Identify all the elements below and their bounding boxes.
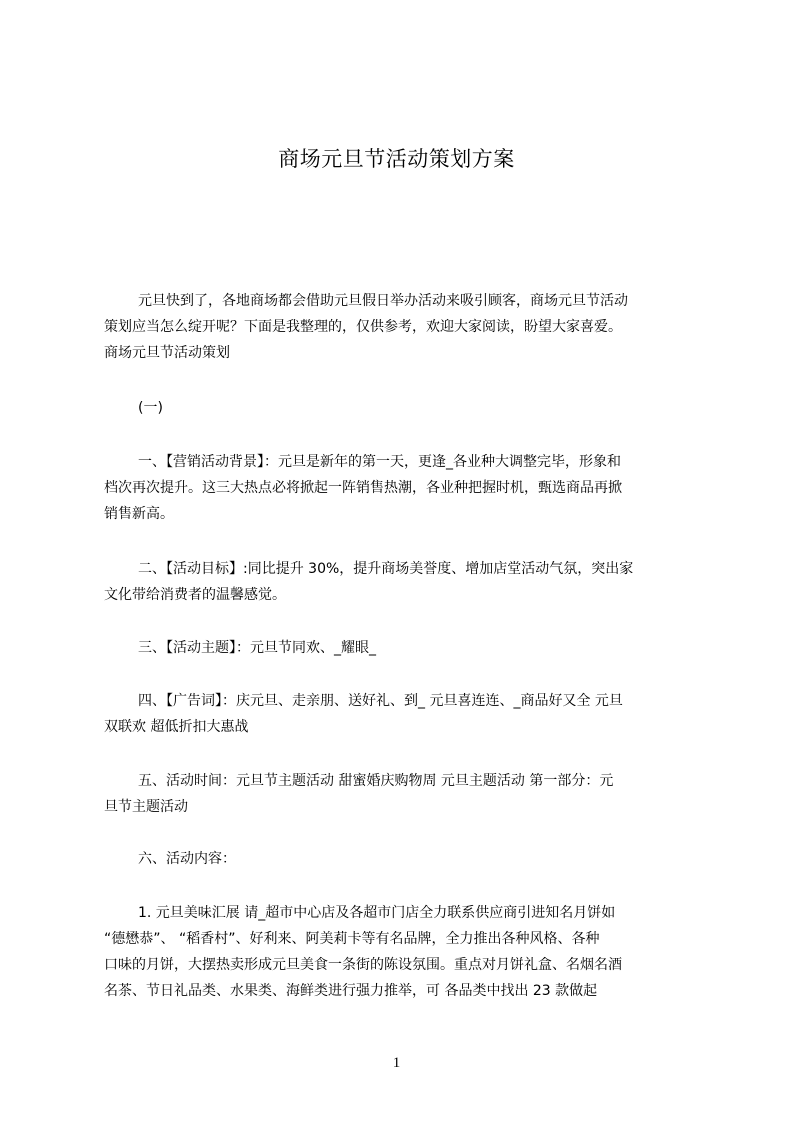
- text-line: 商场元旦节活动策划: [104, 345, 230, 361]
- paragraph-content-heading: [104, 846, 700, 872]
- text-line: 1. 元旦美味汇展 请_超市中心店及各超市门店全力联系供应商引进知名月饼如: [138, 905, 616, 921]
- text-line: 策划应当怎么绽开呢？下面是我整理的，仅供参考，欢迎大家阅读，盼望大家喜爱。: [104, 319, 622, 335]
- paragraph-content-item-1: [104, 900, 700, 1004]
- paragraph-section-marker: [104, 395, 700, 421]
- page-number: 1: [392, 1055, 401, 1071]
- text-line: “德懋恭”、 “稻香村”、好利来、阿美莉卡等有名品牌，全力推出各种风格、各种: [104, 931, 600, 947]
- text-line: 销售新高。: [104, 506, 174, 522]
- text-line: 元旦快到了，各地商场都会借助元旦假日举办活动来吸引顾客，商场元旦节活动: [138, 293, 628, 309]
- text-line: 二、【活动目标】:同比提升 30%，提升商场美誉度、增加店堂活动气氛，突出家: [138, 561, 634, 577]
- paragraph-goal: [104, 556, 700, 608]
- text-line: 三、【活动主题】：元旦节同欢、_耀眼_: [138, 640, 376, 656]
- text-line: 四、【广告词】：庆元旦、走亲朋、送好礼、到_ 元旦喜连连、_商品好又全 元旦: [138, 693, 623, 709]
- document-title: 商场元旦节活动策划方案: [278, 147, 515, 171]
- text-line: 文化带给消费者的温馨感觉。: [104, 587, 286, 603]
- text-line: 五、活动时间：元旦节主题活动 甜蜜婚庆购物周 元旦主题活动 第一部分：元: [138, 773, 614, 789]
- text-line: (一): [138, 400, 163, 416]
- text-line: 一、【营销活动背景】：元旦是新年的第一天，更逢_各业种大调整完毕，形象和: [138, 454, 621, 470]
- paragraph-intro: [104, 288, 700, 366]
- paragraph-theme: [104, 635, 700, 661]
- text-line: 双联欢 超低折扣大惠战: [104, 719, 249, 735]
- text-line: 旦节主题活动: [104, 799, 188, 815]
- text-line: 口味的月饼，大摆热卖形成元旦美食一条街的陈设氛围。重点对月饼礼盒、名烟名酒: [104, 957, 622, 973]
- text-line: 六、活动内容：: [138, 851, 236, 867]
- paragraph-time: [104, 768, 700, 820]
- paragraph-slogan: [104, 688, 700, 740]
- text-line: 名茶、节日礼品类、水果类、海鲜类进行强力推举，可 各品类中找出 23 款做起: [104, 983, 598, 999]
- text-line: 档次再次提升。这三大热点必将掀起一阵销售热潮，各业种把握时机，甄选商品再掀: [104, 480, 622, 496]
- paragraph-background: [104, 449, 700, 527]
